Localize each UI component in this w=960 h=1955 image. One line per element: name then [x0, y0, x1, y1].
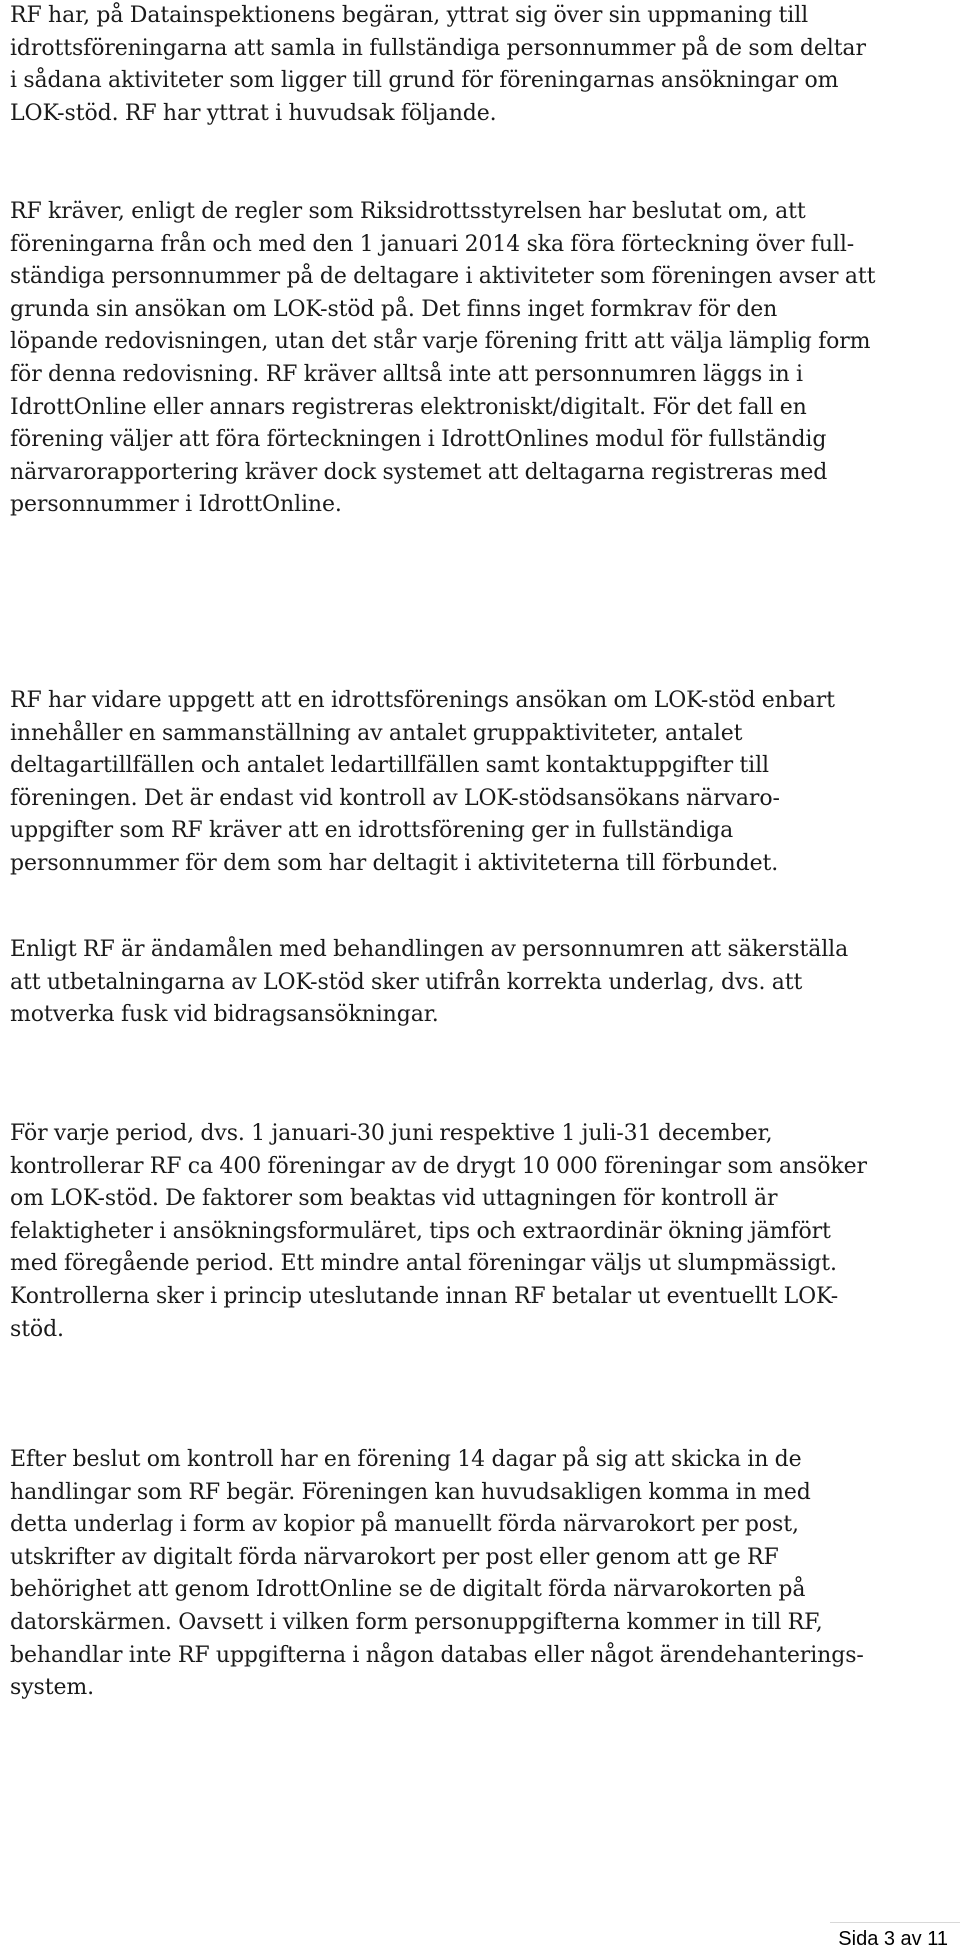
text-line: För varje period, dvs. 1 januari-30 juni respektive 1 juli-31 december, — [10, 1121, 773, 1146]
paragraph-rf-requirements — [10, 196, 950, 522]
text-line: deltagartillfällen och antalet ledartillfällen samt kontaktuppgifter till — [10, 753, 769, 779]
footer-divider — [830, 1922, 960, 1923]
text-line: uppgifter som RF kräver att en idrottsförening ger in fullständiga — [10, 818, 734, 844]
text-line: detta underlag i form av kopior på manuellt förda närvarokort per post, — [10, 1512, 799, 1538]
text-line: förening väljer att föra förteckningen i IdrottOnlines modul för fullständig — [10, 427, 827, 453]
paragraph-application-content — [10, 685, 950, 881]
page-number: Sida 3 av 11 — [838, 1928, 948, 1950]
text-line: handlingar som RF begär. Föreningen kan huvudsakligen komma in med — [10, 1479, 811, 1505]
text-line: Efter beslut om kontroll har en förening 14 dagar på sig att skicka in de — [10, 1447, 802, 1472]
text-line: behörighet att genom IdrottOnline se de digitalt förda närvarokorten på — [10, 1577, 806, 1603]
paragraph-control-period — [10, 1118, 950, 1346]
text-line: datorskärmen. Oavsett i vilken form personuppgifterna kommer in till RF, — [10, 1609, 823, 1635]
text-line: felaktigheter i ansökningsformuläret, tips och extraordinär ökning jämfört — [10, 1218, 831, 1244]
text-line: föreningarna från och med den 1 januari 2014 ska föra förteckning över full- — [10, 231, 855, 257]
text-line: föreningen. Det är endast vid kontroll av LOK-stödsansökans närvaro- — [10, 785, 780, 811]
text-line: utskrifter av digitalt förda närvarokort per post eller genom att ge RF — [10, 1544, 779, 1570]
text-line: stöd. — [10, 1316, 64, 1342]
text-line: löpande redovisningen, utan det står varje förening fritt att välja lämplig form — [10, 329, 871, 355]
text-line: personnummer för dem som har deltagit i aktiviteterna till förbundet. — [10, 850, 779, 876]
text-line: om LOK-stöd. De faktorer som beaktas vid uttagningen för kontroll är — [10, 1186, 778, 1212]
text-line: behandlar inte RF uppgifterna i någon databas eller något ärendehanterings- — [10, 1642, 864, 1668]
text-line: RF har vidare uppgett att en idrottsförenings ansökan om LOK-stöd enbart — [10, 688, 835, 713]
text-line: innehåller en sammanställning av antalet gruppaktiviteter, antalet — [10, 720, 743, 746]
paragraph-control-procedure — [10, 1444, 950, 1705]
text-line: system. — [10, 1675, 95, 1701]
text-line: med föregående period. Ett mindre antal föreningar väljs ut slumpmässigt. — [10, 1251, 837, 1277]
text-line: IdrottOnline eller annars registreras elektroniskt/digitalt. För det fall en — [10, 394, 807, 420]
text-line: LOK-stöd. RF har yttrat i huvudsak följande. — [10, 100, 497, 126]
text-line: ständiga personnummer på de deltagare i aktiviteter som föreningen avser att — [10, 264, 876, 290]
text-line: Kontrollerna sker i princip uteslutande innan RF betalar ut eventuellt LOK- — [10, 1283, 839, 1309]
text-line: Enligt RF är ändamålen med behandlingen av personnumren att säkerställa — [10, 937, 849, 962]
text-line: RF kräver, enligt de regler som Riksidrottsstyrelsen har beslutat om, att — [10, 199, 806, 224]
paragraph-purpose — [10, 934, 950, 1032]
text-line: idrottsföreningarna att samla in fullständiga personnummer på de som deltar — [10, 35, 866, 61]
text-line: närvarorapportering kräver dock systemet att deltagarna registreras med — [10, 459, 828, 485]
text-line: motverka fusk vid bidragsansökningar. — [10, 1002, 439, 1028]
text-line: personnummer i IdrottOnline. — [10, 492, 342, 518]
text-line: grunda sin ansökan om LOK-stöd på. Det finns inget formkrav för den — [10, 296, 778, 322]
text-line: att utbetalningarna av LOK-stöd sker utifrån korrekta underlag, dvs. att — [10, 969, 803, 995]
paragraph-rf-statement — [10, 0, 950, 130]
text-line: för denna redovisning. RF kräver alltså inte att personnumren läggs in i — [10, 361, 803, 387]
text-line: RF har, på Datainspektionens begäran, yttrat sig över sin uppmaning till — [10, 3, 809, 28]
text-line: kontrollerar RF ca 400 föreningar av de drygt 10 000 föreningar som ansöker — [10, 1153, 867, 1179]
text-line: i sådana aktiviteter som ligger till grund för föreningarnas ansökningar om — [10, 68, 839, 94]
